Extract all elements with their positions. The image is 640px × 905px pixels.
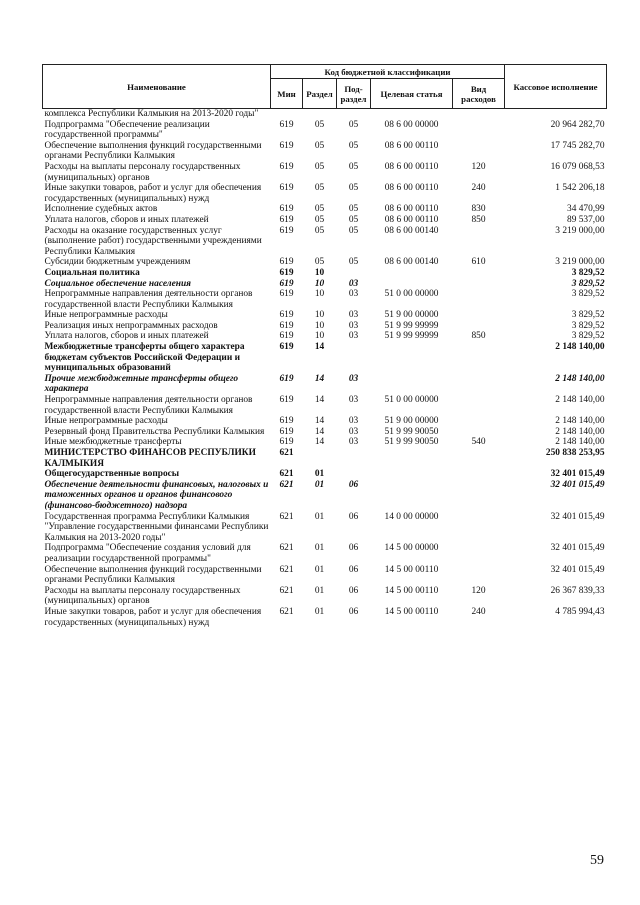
table-row (43, 279, 607, 290)
cell-podrazdel (337, 268, 371, 279)
cell-amount: 2 148 140,00 (555, 395, 605, 406)
header-ministry: Мин (271, 79, 303, 109)
cell-min: 621 (279, 564, 294, 575)
header-expense-type: Вид расходов (453, 79, 505, 109)
table-row (43, 331, 607, 342)
cell-target: 08 6 00 00110 (384, 214, 439, 225)
cell-vid (453, 395, 505, 416)
cell-min: 619 (279, 320, 294, 331)
cell-vid: 610 (471, 257, 486, 268)
cell-podrazdel: 05 (348, 140, 359, 151)
cell-amount: 32 401 015,49 (550, 511, 605, 522)
cell-podrazdel: 05 (348, 214, 359, 225)
header-subsection: Под-раздел (337, 79, 371, 109)
cell-amount: 26 367 839,33 (550, 585, 605, 596)
cell-razdel: 14 (314, 373, 325, 384)
cell-razdel: 10 (314, 289, 325, 300)
cell-podrazdel: 06 (348, 606, 359, 617)
cell-min: 619 (279, 373, 294, 384)
cell-vid (453, 469, 505, 480)
cell-razdel: 10 (314, 331, 325, 342)
cell-amount: 2 148 140,00 (555, 373, 605, 384)
cell-name: Подпрограмма "Обеспечение реализации государственной программы" (44, 119, 210, 141)
cell-name: Непрограммные направления деятельности органов государственной власти Республики Калмыкия (44, 289, 253, 310)
table-row (43, 395, 607, 416)
cell-amount: 2 148 140,00 (555, 437, 605, 448)
cell-min: 619 (279, 183, 294, 194)
cell-min: 621 (279, 511, 294, 522)
cell-target: 14 5 00 00110 (384, 564, 439, 575)
cell-vid (453, 374, 505, 395)
cell-name: Иные межбюджетные трансферты (44, 437, 182, 448)
cell-target: 51 9 99 99999 (384, 320, 439, 331)
cell-amount: 32 401 015,49 (550, 564, 605, 575)
cell-min: 621 (279, 479, 294, 490)
table-row (43, 565, 607, 586)
cell-min: 619 (279, 119, 294, 130)
table-row (43, 162, 607, 183)
cell-razdel: 10 (314, 310, 325, 321)
table-row (43, 289, 607, 310)
cell-target: 51 9 00 00000 (384, 416, 439, 427)
cell-amount: 1 542 206,18 (555, 183, 605, 194)
cell-razdel: 14 (314, 342, 325, 353)
cell-target: 08 6 00 00110 (384, 183, 439, 194)
cell-min: 619 (279, 267, 294, 278)
cell-name: Резервный фонд Правительства Республики Калмыкия (44, 426, 265, 437)
cell-amount: 3 829,52 (571, 267, 605, 278)
table-row (43, 109, 607, 120)
cell-vid: 120 (471, 161, 486, 172)
cell-name: Реализация иных непрограммных расходов (44, 320, 218, 331)
cell-min: 619 (279, 161, 294, 172)
cell-razdel (303, 109, 337, 120)
cell-amount (505, 109, 607, 120)
cell-vid (453, 342, 505, 374)
table-row (43, 268, 607, 279)
cell-target: 51 9 00 00000 (384, 310, 439, 321)
cell-razdel: 05 (314, 119, 325, 130)
cell-min (271, 109, 303, 120)
cell-vid: 120 (471, 585, 486, 596)
table-row (43, 226, 607, 258)
cell-vid (453, 279, 505, 290)
table-row (43, 120, 607, 141)
header-code-group: Код бюджетной классификации (271, 65, 505, 79)
cell-amount: 2 148 140,00 (555, 342, 605, 353)
budget-table (42, 64, 607, 628)
cell-target: 08 6 00 00110 (384, 140, 439, 151)
cell-podrazdel: 03 (348, 437, 359, 448)
cell-target (371, 469, 453, 480)
cell-vid (453, 565, 505, 586)
cell-razdel: 05 (314, 140, 325, 151)
cell-min: 619 (279, 257, 294, 268)
header-target-item: Целевая статья (371, 79, 453, 109)
cell-min: 621 (279, 585, 294, 596)
table-row (43, 215, 607, 226)
header-section: Раздел (303, 79, 337, 109)
cell-podrazdel: 05 (348, 204, 359, 215)
cell-name: Иные непрограммные расходы (44, 310, 168, 321)
cell-amount: 3 829,52 (571, 278, 605, 289)
cell-amount: 17 745 282,70 (550, 140, 605, 151)
cell-target (371, 480, 453, 512)
table-row (43, 257, 607, 268)
cell-target: 08 6 00 00000 (384, 119, 439, 130)
cell-amount: 3 829,52 (571, 289, 605, 300)
cell-razdel: 01 (314, 479, 325, 490)
cell-vid (453, 141, 505, 162)
cell-name: комплекса Республики Калмыкия на 2013-2020 годы" (44, 109, 259, 119)
cell-min: 619 (279, 278, 294, 289)
cell-target: 14 0 00 00000 (384, 511, 439, 522)
cell-min: 621 (279, 448, 294, 458)
cell-podrazdel: 05 (348, 183, 359, 194)
cell-vid (453, 120, 505, 141)
cell-target (371, 268, 453, 279)
cell-vid (453, 268, 505, 279)
cell-vid (453, 289, 505, 310)
table-body (43, 109, 607, 629)
cell-vid: 240 (471, 606, 486, 617)
cell-amount: 20 964 282,70 (550, 119, 605, 130)
cell-podrazdel: 03 (348, 310, 359, 321)
cell-name: Расходы на выплаты персоналу государственных (муниципальных) органов (44, 585, 241, 607)
cell-podrazdel: 03 (348, 395, 359, 406)
cell-podrazdel: 05 (348, 161, 359, 172)
cell-amount: 16 079 068,53 (550, 161, 605, 172)
cell-podrazdel: 05 (348, 257, 359, 268)
cell-name: Непрограммные направления деятельности органов государственной власти Республики Калмыкия (44, 395, 253, 416)
cell-razdel: 10 (314, 278, 325, 289)
cell-podrazdel: 06 (348, 511, 359, 522)
cell-name: Обеспечение выполнения функций государственными органами Республики Калмыкия (44, 140, 262, 162)
cell-razdel: 05 (314, 214, 325, 225)
cell-razdel: 14 (314, 426, 325, 437)
table-row (43, 586, 607, 607)
table-row (43, 427, 607, 438)
table-row (43, 607, 607, 628)
cell-name: Обеспечение деятельности финансовых, налоговых и таможенных органов и органов финансового (финансово-бюджетного) надзора (44, 479, 269, 511)
cell-min: 619 (279, 214, 294, 225)
cell-razdel: 14 (314, 437, 325, 448)
cell-podrazdel: 03 (348, 373, 359, 384)
cell-podrazdel: 05 (348, 119, 359, 130)
cell-razdel: 01 (314, 564, 325, 575)
cell-name: МИНИСТЕРСТВО ФИНАНСОВ РЕСПУБЛИКИ КАЛМЫКИЯ (44, 448, 256, 469)
cell-name: Иные закупки товаров, работ и услуг для обеспечения государственных (муниципальных) нужд (44, 606, 262, 628)
cell-vid (453, 321, 505, 332)
cell-amount: 4 785 994,43 (555, 606, 605, 617)
cell-vid: 850 (471, 214, 486, 225)
cell-vid (453, 416, 505, 427)
cell-min: 619 (279, 204, 294, 215)
cell-name: Уплата налогов, сборов и иных платежей (44, 214, 209, 225)
cell-name: Исполнение судебных актов (44, 204, 158, 215)
cell-target: 51 9 99 99999 (384, 331, 439, 342)
cell-name: Иные закупки товаров, работ и услуг для обеспечения государственных (муниципальных) нужд (44, 183, 262, 204)
cell-razdel: 01 (314, 543, 325, 554)
cell-min: 619 (279, 225, 294, 236)
cell-name: Иные непрограммные расходы (44, 416, 168, 427)
cell-razdel: 05 (314, 257, 325, 268)
cell-target: 14 5 00 00000 (384, 543, 439, 554)
cell-amount: 3 829,52 (571, 331, 605, 342)
cell-min: 621 (279, 606, 294, 617)
cell-vid (453, 543, 505, 564)
cell-amount: 3 219 000,00 (555, 225, 605, 236)
cell-amount: 34 470,99 (567, 204, 605, 215)
cell-target (371, 374, 453, 395)
cell-podrazdel (337, 469, 371, 480)
cell-podrazdel: 05 (348, 225, 359, 236)
cell-target: 51 9 99 90050 (384, 426, 439, 437)
cell-min: 619 (279, 289, 294, 300)
cell-podrazdel: 03 (348, 416, 359, 427)
cell-min: 621 (279, 469, 294, 480)
cell-vid (453, 310, 505, 321)
cell-target (371, 109, 453, 120)
cell-name: Подпрограмма "Обеспечение создания условий для реализации государственной программы" (44, 543, 251, 564)
cell-podrazdel: 06 (348, 585, 359, 596)
cell-vid: 830 (471, 204, 486, 215)
cell-podrazdel (337, 342, 371, 374)
cell-podrazdel (337, 109, 371, 120)
table-header (43, 65, 607, 109)
cell-amount: 250 838 253,95 (545, 448, 605, 458)
cell-min: 621 (279, 543, 294, 554)
cell-vid (453, 480, 505, 512)
table-row (43, 204, 607, 215)
cell-razdel: 14 (314, 416, 325, 427)
cell-vid: 540 (471, 437, 486, 448)
cell-target: 08 6 00 00110 (384, 161, 439, 172)
cell-min: 619 (279, 331, 294, 342)
cell-target: 14 5 00 00110 (384, 585, 439, 596)
cell-vid: 850 (471, 331, 486, 342)
cell-vid (453, 109, 505, 120)
cell-amount: 3 219 000,00 (555, 257, 605, 268)
table-row (43, 512, 607, 544)
table-row (43, 437, 607, 448)
table-row (43, 374, 607, 395)
cell-target (371, 279, 453, 290)
cell-name: Обеспечение выполнения функций государственными органами Республики Калмыкия (44, 564, 262, 586)
cell-podrazdel (337, 448, 371, 469)
cell-target: 51 9 99 90050 (384, 437, 439, 448)
page-number: 59 (590, 853, 604, 868)
table-row (43, 543, 607, 564)
table-row (43, 310, 607, 321)
cell-podrazdel: 03 (348, 278, 359, 289)
cell-razdel: 05 (314, 161, 325, 172)
cell-vid: 240 (471, 183, 486, 194)
cell-podrazdel: 06 (348, 543, 359, 554)
cell-podrazdel: 06 (348, 564, 359, 575)
table-row (43, 321, 607, 332)
cell-vid (453, 512, 505, 544)
cell-vid (453, 427, 505, 438)
table-row (43, 183, 607, 204)
cell-name: Субсидии бюджетным учреждениям (44, 257, 191, 268)
cell-name: Расходы на оказание государственных услуг (выполнение работ) государственными учреждениями Республики Калмыкия (44, 225, 262, 257)
cell-amount: 2 148 140,00 (555, 416, 605, 427)
cell-target: 08 6 00 00140 (384, 225, 439, 236)
cell-min: 619 (279, 140, 294, 151)
cell-razdel: 01 (314, 606, 325, 617)
cell-podrazdel: 06 (348, 479, 359, 490)
cell-min: 619 (279, 437, 294, 448)
cell-target: 08 6 00 00110 (384, 204, 439, 215)
cell-target: 14 5 00 00110 (384, 606, 439, 617)
cell-min: 619 (279, 426, 294, 437)
cell-razdel: 01 (314, 469, 325, 480)
cell-target: 08 6 00 00140 (384, 257, 439, 268)
cell-min: 619 (279, 395, 294, 406)
cell-name: Общегосударственные вопросы (44, 469, 180, 480)
cell-amount: 3 829,52 (571, 310, 605, 321)
cell-target: 51 0 00 00000 (384, 395, 439, 406)
table-row (43, 469, 607, 480)
cell-razdel: 05 (314, 225, 325, 236)
table-row (43, 342, 607, 374)
table-row (43, 141, 607, 162)
header-execution: Кассовое исполнение (505, 65, 607, 109)
cell-amount: 2 148 140,00 (555, 426, 605, 437)
cell-name: Государственная программа Республики Калмыкия "Управление государственными финансами Республики Калмыкия на 2013-2020 годы" (44, 511, 269, 543)
cell-razdel: 05 (314, 204, 325, 215)
cell-name: Расходы на выплаты персоналу государственных (муниципальных) органов (44, 161, 241, 183)
cell-razdel: 05 (314, 183, 325, 194)
cell-razdel: 14 (314, 395, 325, 406)
cell-amount: 3 829,52 (571, 320, 605, 331)
cell-podrazdel: 03 (348, 320, 359, 331)
cell-razdel (303, 448, 337, 469)
cell-amount: 32 401 015,49 (550, 543, 605, 554)
cell-podrazdel: 03 (348, 426, 359, 437)
cell-razdel: 01 (314, 511, 325, 522)
cell-razdel: 01 (314, 585, 325, 596)
cell-name: Социальное обеспечение населения (44, 278, 192, 289)
cell-vid (453, 226, 505, 258)
cell-name: Межбюджетные трансферты общего характера бюджетам субъектов Российской Федерации и муниципальных образований (44, 342, 245, 374)
cell-razdel: 10 (314, 267, 325, 278)
cell-name: Уплата налогов, сборов и иных платежей (44, 331, 209, 342)
cell-amount: 89 537,00 (567, 214, 605, 225)
cell-amount: 32 401 015,49 (550, 469, 605, 480)
cell-podrazdel: 03 (348, 331, 359, 342)
cell-target: 51 0 00 00000 (384, 289, 439, 300)
cell-min: 619 (279, 416, 294, 427)
table-row (43, 416, 607, 427)
cell-min: 619 (279, 310, 294, 321)
table-row (43, 480, 607, 512)
cell-name: Социальная политика (44, 267, 140, 278)
cell-podrazdel: 03 (348, 289, 359, 300)
cell-vid (453, 448, 505, 469)
header-name: Наименование (43, 65, 271, 109)
cell-name: Прочие межбюджетные трансферты общего характера (44, 373, 239, 395)
cell-razdel: 10 (314, 320, 325, 331)
cell-target (371, 448, 453, 469)
cell-target (371, 342, 453, 374)
cell-min: 619 (279, 342, 294, 353)
cell-amount: 32 401 015,49 (550, 479, 605, 490)
table-row (43, 448, 607, 469)
